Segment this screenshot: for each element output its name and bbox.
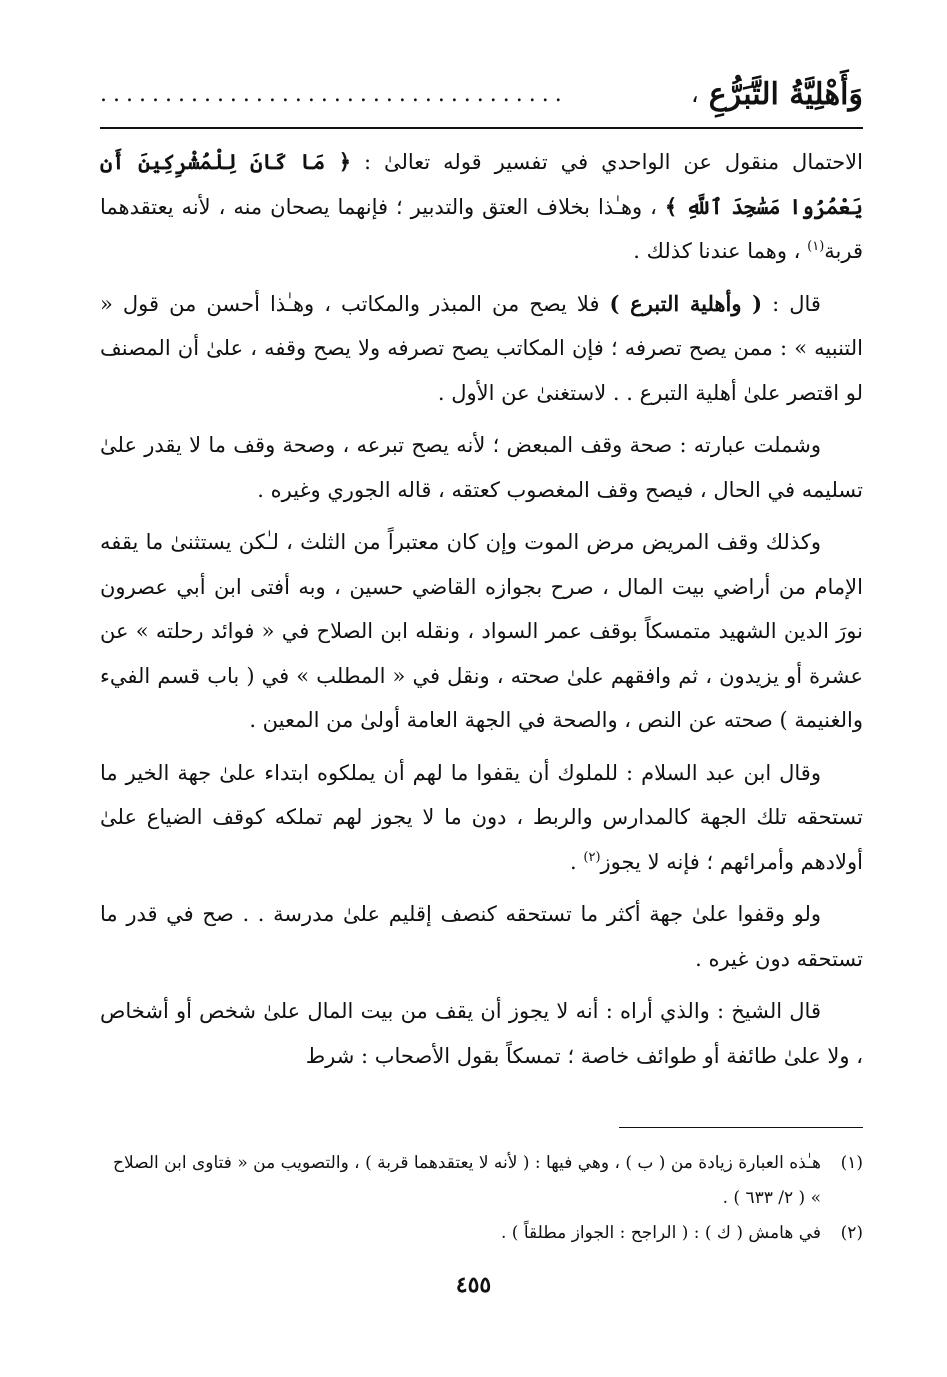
paragraph-2-quote: ( وأهلية التبرع ) bbox=[609, 290, 763, 316]
running-header bbox=[100, 70, 863, 118]
footnote-number: (١) bbox=[840, 1153, 863, 1173]
footnote-rule bbox=[619, 1127, 863, 1128]
paragraph-5-text: وقال ابن عبد السلام : للملوك أن يقفوا ما لهم أن يملكوه ابتداء علىٰ جهة الخير ما تستحقه تلك الجهة كالمدارس والربط ، دون ما لا يجوز لهم تملكه كوقف الضياع علىٰ أولادهم وأمرائهم ؛ فإنه لا يجوز bbox=[100, 760, 863, 874]
paragraph-1-end: ، وهما عندنا كذلك . bbox=[633, 239, 801, 263]
footnote-text: هـٰذه العبارة زيادة من ( ب ) ، وهي فيها : ( لأنه لا يعتقدهما قربة ) ، والتصويب من « فتاوى ابن الصلاح » ( ٢/ ٦٣٣ ) . bbox=[113, 1153, 821, 1208]
header-dots-leader: .................................... bbox=[100, 81, 568, 107]
paragraph-3: وشملت عبارته : صحة وقف المبعض ؛ لأنه يصح تبرعه ، وصحة وقف ما لا يقدر علىٰ تسليمه في الحال ، فيصح وقف المغصوب كعتقه ، قاله الجوري وغيره . bbox=[100, 433, 863, 502]
paragraph-2-start: قال : bbox=[772, 291, 821, 316]
footnote-2 bbox=[100, 1216, 863, 1251]
footnote-number: (٢) bbox=[840, 1223, 863, 1243]
paragraph-6: ولو وقفوا علىٰ جهة أكثر ما تستحقه كنصف إقليم علىٰ مدرسة . . صح في قدر ما تستحقه دون غيره . bbox=[100, 902, 863, 971]
footnote-ref-1[interactable]: (١) bbox=[807, 239, 825, 254]
paragraph-5-end: . bbox=[570, 849, 584, 874]
paragraph-1-middle: ، وهـٰذا بخلاف العتق والتدبير ؛ فإنهما يصحان منه ، لأنه يعتقدهما قربة bbox=[100, 194, 863, 263]
paragraph-5 bbox=[100, 751, 863, 885]
main-text bbox=[100, 140, 863, 1086]
paragraph-4: وكذلك وقف المريض مرض الموت وإن كان معتبراً من الثلث ، لـٰكن يستثنىٰ ما يقفه الإمام من أراضي بيت المال ، صرح بجوازه القاضي حسين ، وبه أفتى ابن أبي عصرون نورَ الدين الشهيد متمسكاً بوقف عمر السواد ، ونقله ابن الصلاح في « فوائد رحلته » عن عشرة أو يزيدون ، ثم وافقهم علىٰ صحته ، ونقل في « المطلب » في ( باب قسم الفيء والغنيمة ) صحته عن النص ، والصحة في الجهة العامة أولىٰ من المعين . bbox=[100, 530, 863, 732]
paragraph-1-intro: الاحتمال منقول عن الواحدي في تفسير قوله تعالىٰ : bbox=[364, 150, 863, 174]
paragraph-2 bbox=[100, 282, 863, 416]
header-rule bbox=[100, 127, 863, 129]
paragraph-2-rest: فلا يصح من المبذر والمكاتب ، وهـٰذا أحسن من قول « التنبيه » : ممن يصح تصرفه ؛ فإن المكاتب يصح تصرفه ولا يصح وقفه ، علىٰ أن المصنف لو اقتصر علىٰ أهلية التبرع . . لاستغنىٰ عن الأول . bbox=[100, 291, 863, 405]
footnote-ref-2[interactable]: (٢) bbox=[583, 849, 601, 865]
header-separator: ، bbox=[691, 80, 699, 108]
paragraph-7: قال الشيخ : والذي أراه : أنه لا يجوز أن يقف من بيت المال علىٰ شخص أو أشخاص ، ولا علىٰ طائفة أو طوائف خاصة ؛ تمسكاً بقول الأصحاب : شرط bbox=[100, 999, 863, 1068]
footnote-1 bbox=[100, 1146, 863, 1216]
quran-verse: ﴿ مَا كَانَ لِلْمُشْرِكِينَ أَن يَعْمُرُوا مَسَٰجِدَ ٱللَّهِ ﴾ bbox=[100, 149, 863, 219]
running-title: وَأَهْلِيَّةُ التَّبَرُّعِ bbox=[708, 76, 863, 112]
paragraph-1 bbox=[100, 140, 863, 274]
footnotes bbox=[100, 1146, 863, 1251]
footnote-text: في هامش ( ك ) : ( الراجح : الجواز مطلقاً ) . bbox=[500, 1223, 821, 1243]
page-number: ٤٥٥ bbox=[455, 1272, 492, 1298]
